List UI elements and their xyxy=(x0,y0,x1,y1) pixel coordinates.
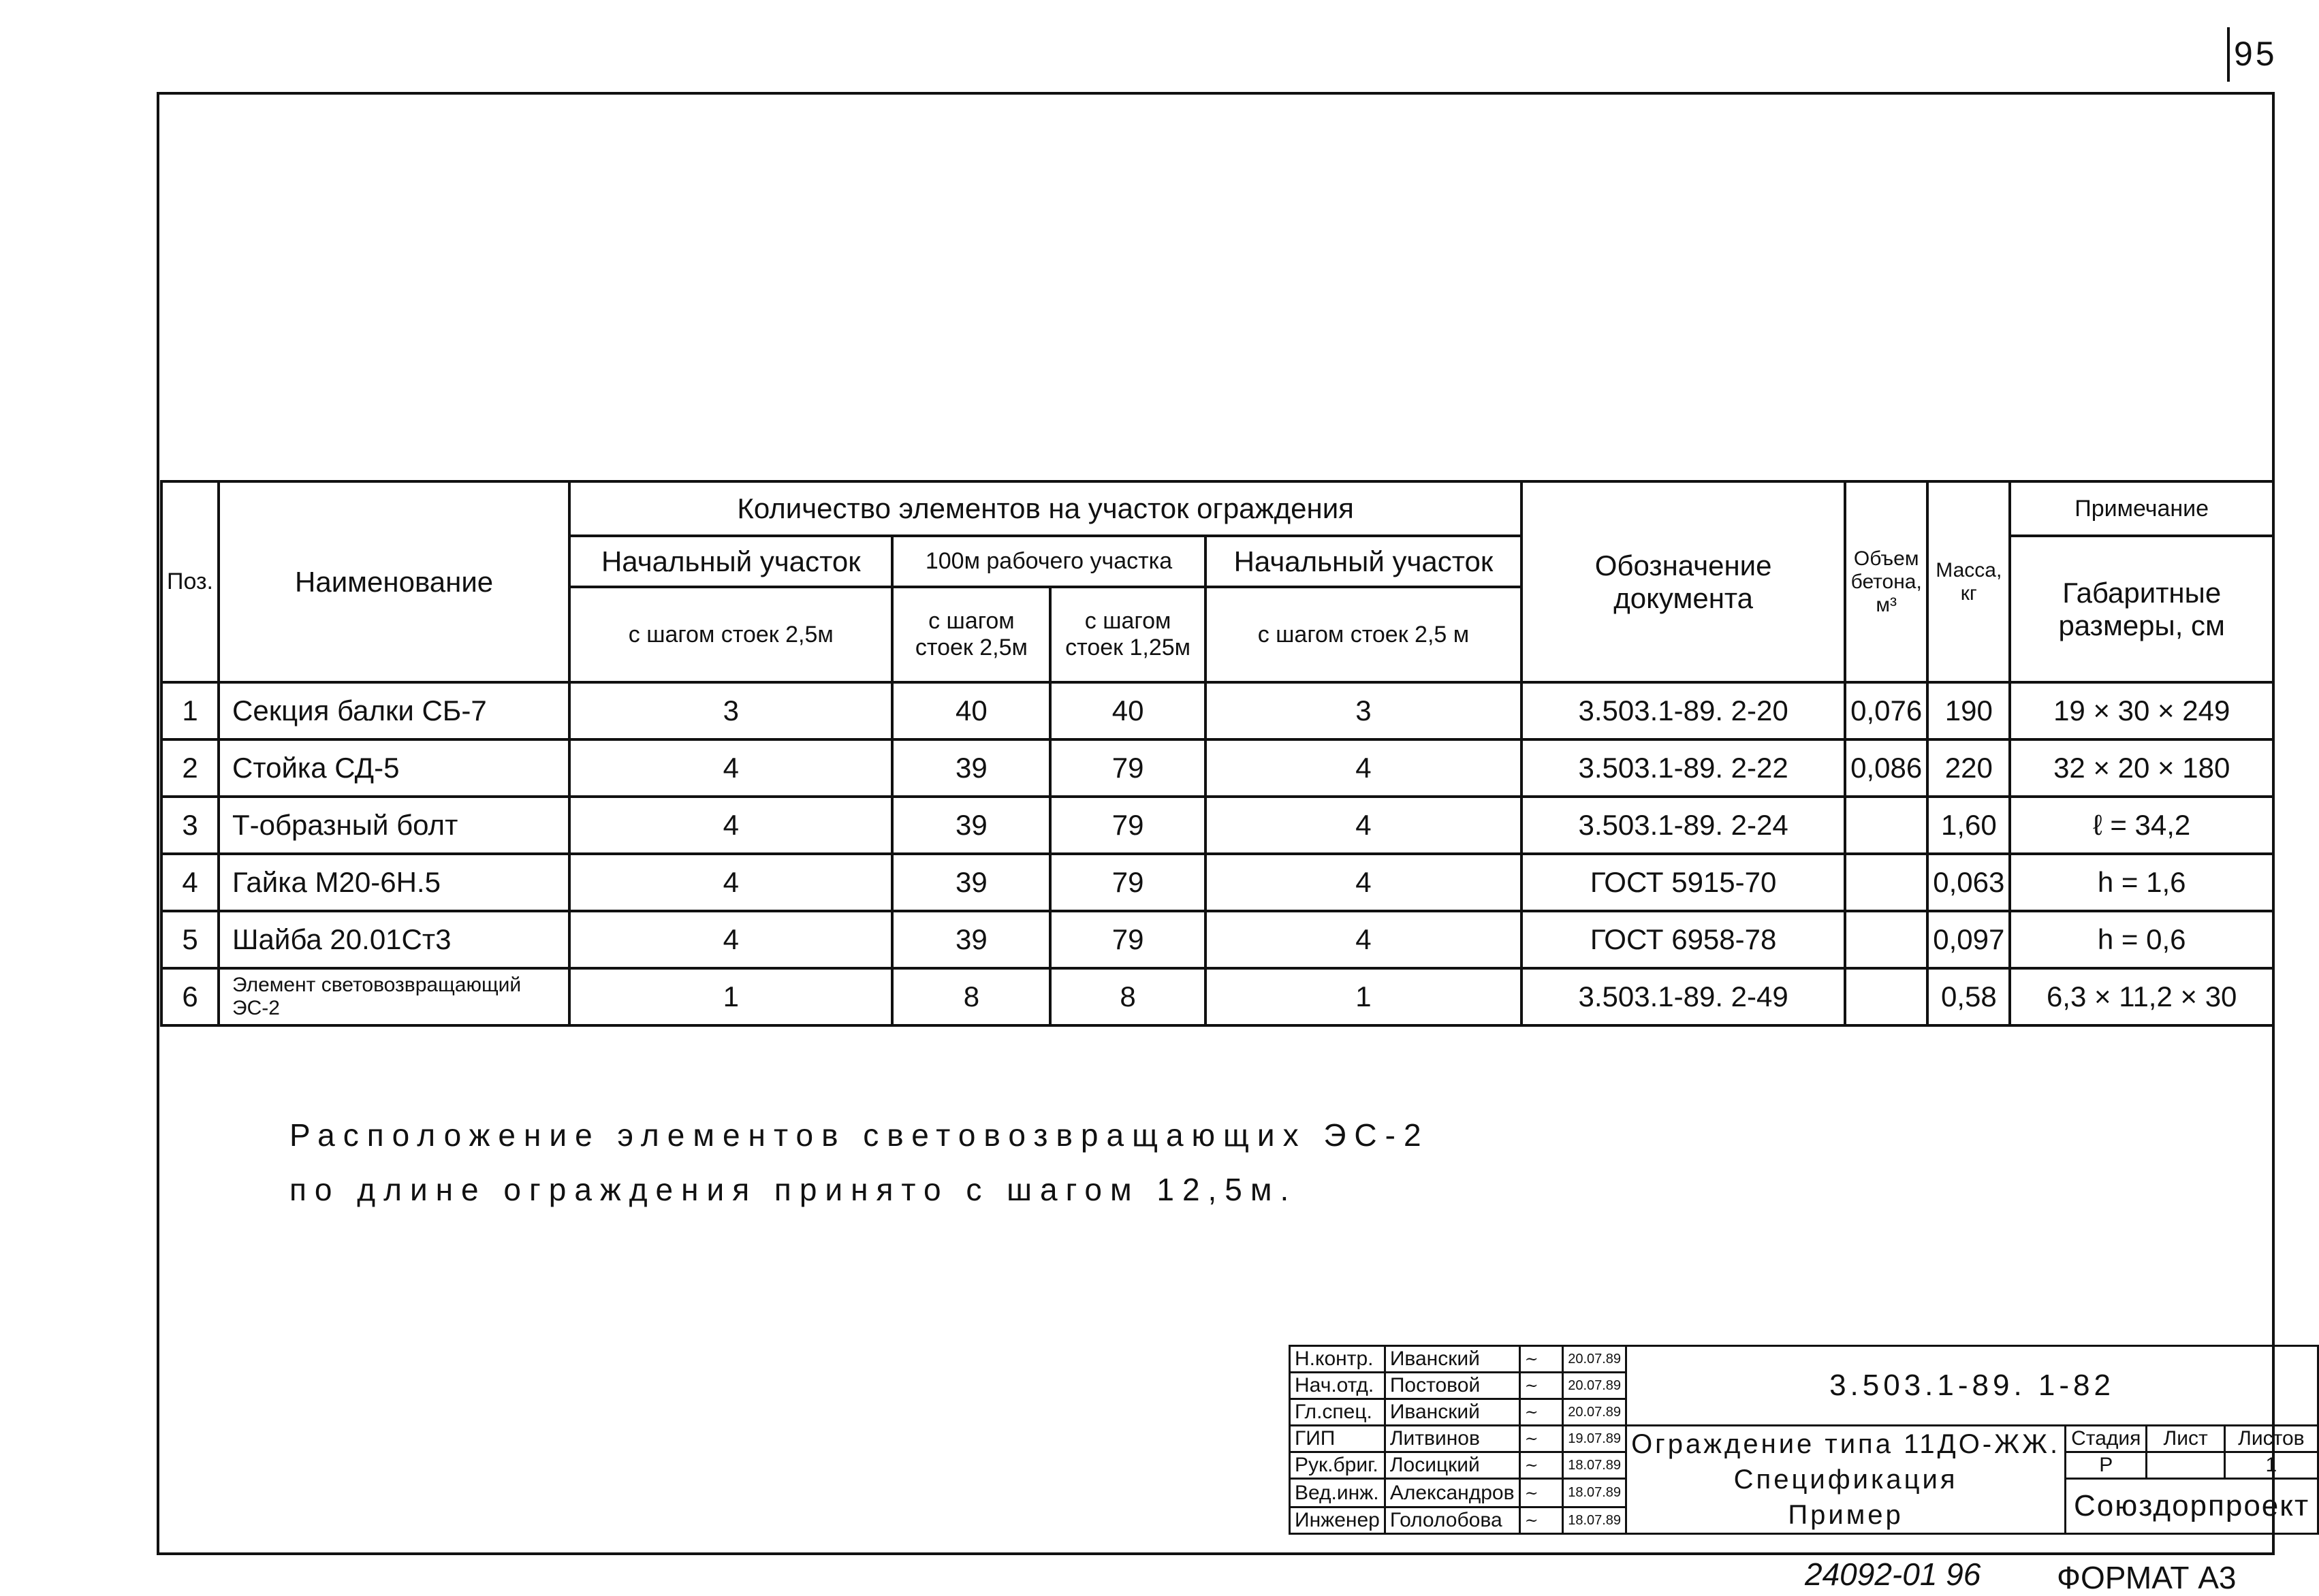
stamp-signature: ~ xyxy=(1519,1507,1563,1534)
stamp-stage-label: Стадия xyxy=(2066,1426,2147,1452)
cell-pos: 1 xyxy=(161,682,219,739)
stamp-title-line3: Пример xyxy=(1788,1500,1904,1530)
cell-mass: 1,60 xyxy=(1927,797,2010,854)
stamp-name: Александров xyxy=(1385,1479,1519,1507)
frame-top-line xyxy=(157,92,2275,95)
stamp-role: Вед.инж. xyxy=(1290,1479,1385,1507)
cell-note: 32 × 20 × 180 xyxy=(2010,739,2273,797)
col-volume-header: Объем бетона, м³ xyxy=(1845,481,1927,682)
cell-pos: 3 xyxy=(161,797,219,854)
cell-work25: 39 xyxy=(892,854,1050,911)
cell-doc: 3.503.1-89. 2-22 xyxy=(1521,739,1845,797)
cell-work25: 8 xyxy=(892,968,1050,1025)
stamp-name: Литвинов xyxy=(1385,1426,1519,1452)
frame-bottom-line xyxy=(157,1552,2275,1555)
stamp-date: 18.07.89 xyxy=(1563,1452,1626,1479)
table-row xyxy=(161,911,2273,968)
cell-note: h = 1,6 xyxy=(2010,854,2273,911)
cell-end: 1 xyxy=(1205,968,1521,1025)
table-row xyxy=(161,682,2273,739)
stamp-name: Лосицкий xyxy=(1385,1452,1519,1479)
stamp-signature: ~ xyxy=(1519,1373,1563,1399)
cell-start: 1 xyxy=(569,968,892,1025)
cell-note: ℓ = 34,2 xyxy=(2010,797,2273,854)
cell-mass: 190 xyxy=(1927,682,2010,739)
col-step-end-header: с шагом стоек 2,5 м xyxy=(1205,587,1521,682)
cell-work125: 79 xyxy=(1050,911,1205,968)
cell-volume xyxy=(1845,968,1927,1025)
cell-work25: 39 xyxy=(892,911,1050,968)
cell-end: 4 xyxy=(1205,911,1521,968)
page-number-divider xyxy=(2227,27,2230,82)
stamp-role: Гл.спец. xyxy=(1290,1399,1385,1426)
cell-work25: 39 xyxy=(892,797,1050,854)
stamp-name: Постовой xyxy=(1385,1373,1519,1399)
cell-note: h = 0,6 xyxy=(2010,911,2273,968)
cell-pos: 6 xyxy=(161,968,219,1025)
cell-end: 3 xyxy=(1205,682,1521,739)
cell-mass: 0,063 xyxy=(1927,854,2010,911)
col-mass-header: Масса, кг xyxy=(1927,481,2010,682)
stamp-sheets: 1 xyxy=(2224,1452,2318,1479)
col-pos-header: Поз. xyxy=(161,481,219,682)
table-row xyxy=(161,968,2273,1025)
frame-left-line xyxy=(157,92,159,1552)
cell-mass: 220 xyxy=(1927,739,2010,797)
cell-work125: 79 xyxy=(1050,797,1205,854)
col-end-section-header: Начальный участок xyxy=(1205,536,1521,587)
cell-work25: 39 xyxy=(892,739,1050,797)
stamp-title xyxy=(1626,1426,2066,1534)
cell-start: 4 xyxy=(569,911,892,968)
stamp-date: 20.07.89 xyxy=(1563,1346,1626,1373)
stamp-role: Н.контр. xyxy=(1290,1346,1385,1373)
col-note-header: Примечание xyxy=(2010,481,2273,536)
cell-name: Шайба 20.01Ст3 xyxy=(219,911,569,968)
cell-note: 6,3 × 11,2 × 30 xyxy=(2010,968,2273,1025)
cell-doc: 3.503.1-89. 2-24 xyxy=(1521,797,1845,854)
cell-work125: 8 xyxy=(1050,968,1205,1025)
cell-name: Секция балки СБ-7 xyxy=(219,682,569,739)
stamp-sheet xyxy=(2147,1452,2224,1479)
stamp-sheet-label: Лист xyxy=(2147,1426,2224,1452)
note-line-1: Расположение элементов световозвращающих ЭС-2 xyxy=(289,1117,1430,1153)
col-name-header: Наименование xyxy=(219,481,569,682)
cell-end: 4 xyxy=(1205,797,1521,854)
cell-start: 4 xyxy=(569,739,892,797)
stamp-date: 18.07.89 xyxy=(1563,1479,1626,1507)
format-label: ФОРМАТ А3 xyxy=(2057,1560,2237,1595)
cell-mass: 0,58 xyxy=(1927,968,2010,1025)
cell-volume: 0,086 xyxy=(1845,739,1927,797)
cell-mass: 0,097 xyxy=(1927,911,2010,968)
archive-number: 24092-01 96 xyxy=(1805,1557,1981,1592)
title-block xyxy=(1289,1345,2319,1535)
cell-name: Гайка М20-6Н.5 xyxy=(219,854,569,911)
stamp-name: Иванский xyxy=(1385,1346,1519,1373)
cell-name: Элемент световозвращающий ЭС-2 xyxy=(219,968,569,1025)
note-line-2: по длине ограждения принято с шагом 12,5м. xyxy=(289,1172,1297,1207)
col-step-work-25-header: с шагом стоек 2,5м xyxy=(892,587,1050,682)
stamp-signature: ~ xyxy=(1519,1399,1563,1426)
cell-pos: 2 xyxy=(161,739,219,797)
cell-end: 4 xyxy=(1205,854,1521,911)
stamp-date: 18.07.89 xyxy=(1563,1507,1626,1534)
stamp-name: Гололобова xyxy=(1385,1507,1519,1534)
col-start-section-header: Начальный участок xyxy=(569,536,892,587)
stamp-title-line1: Ограждение типа 11ДО-ЖЖ. xyxy=(1631,1429,2061,1459)
stamp-stage: Р xyxy=(2066,1452,2147,1479)
cell-doc: 3.503.1-89. 2-49 xyxy=(1521,968,1845,1025)
specification-table xyxy=(160,480,2275,1027)
cell-pos: 4 xyxy=(161,854,219,911)
cell-volume xyxy=(1845,797,1927,854)
cell-doc: ГОСТ 5915-70 xyxy=(1521,854,1845,911)
cell-note: 19 × 30 × 249 xyxy=(2010,682,2273,739)
cell-end: 4 xyxy=(1205,739,1521,797)
stamp-signature: ~ xyxy=(1519,1426,1563,1452)
cell-start: 4 xyxy=(569,854,892,911)
col-dims-header: Габаритные размеры, см xyxy=(2010,536,2273,682)
stamp-signature: ~ xyxy=(1519,1346,1563,1373)
cell-volume xyxy=(1845,854,1927,911)
stamp-signature: ~ xyxy=(1519,1452,1563,1479)
stamp-org: Союздорпроект xyxy=(2066,1479,2318,1534)
cell-pos: 5 xyxy=(161,911,219,968)
cell-work25: 40 xyxy=(892,682,1050,739)
col-step-work-125-header: с шагом стоек 1,25м xyxy=(1050,587,1205,682)
stamp-role: ГИП xyxy=(1290,1426,1385,1452)
stamp-role: Нач.отд. xyxy=(1290,1373,1385,1399)
page-number: 95 xyxy=(2234,35,2277,73)
stamp-signature: ~ xyxy=(1519,1479,1563,1507)
stamp-date: 19.07.89 xyxy=(1563,1426,1626,1452)
table-row xyxy=(161,797,2273,854)
col-step-start-header: с шагом стоек 2,5м xyxy=(569,587,892,682)
stamp-name: Иванский xyxy=(1385,1399,1519,1426)
cell-start: 3 xyxy=(569,682,892,739)
cell-name: Стойка СД-5 xyxy=(219,739,569,797)
cell-work125: 40 xyxy=(1050,682,1205,739)
stamp-date: 20.07.89 xyxy=(1563,1399,1626,1426)
cell-start: 4 xyxy=(569,797,892,854)
cell-name: Т-образный болт xyxy=(219,797,569,854)
col-quantity-header: Количество элементов на участок ограждения xyxy=(569,481,1521,536)
cell-doc: ГОСТ 6958-78 xyxy=(1521,911,1845,968)
table-row xyxy=(161,854,2273,911)
stamp-role: Инженер xyxy=(1290,1507,1385,1534)
table-row xyxy=(161,739,2273,797)
cell-volume xyxy=(1845,911,1927,968)
stamp-sheets-label: Листов xyxy=(2224,1426,2318,1452)
stamp-role: Рук.бриг. xyxy=(1290,1452,1385,1479)
cell-volume: 0,076 xyxy=(1845,682,1927,739)
stamp-doc-code: 3.503.1-89. 1-82 xyxy=(1626,1346,2318,1426)
cell-doc: 3.503.1-89. 2-20 xyxy=(1521,682,1845,739)
col-designation-header: Обозначение документа xyxy=(1521,481,1845,682)
cell-work125: 79 xyxy=(1050,739,1205,797)
col-work-section-header: 100м рабочего участка xyxy=(892,536,1205,587)
stamp-date: 20.07.89 xyxy=(1563,1373,1626,1399)
stamp-title-line2: Спецификация xyxy=(1733,1465,1958,1495)
cell-work125: 79 xyxy=(1050,854,1205,911)
